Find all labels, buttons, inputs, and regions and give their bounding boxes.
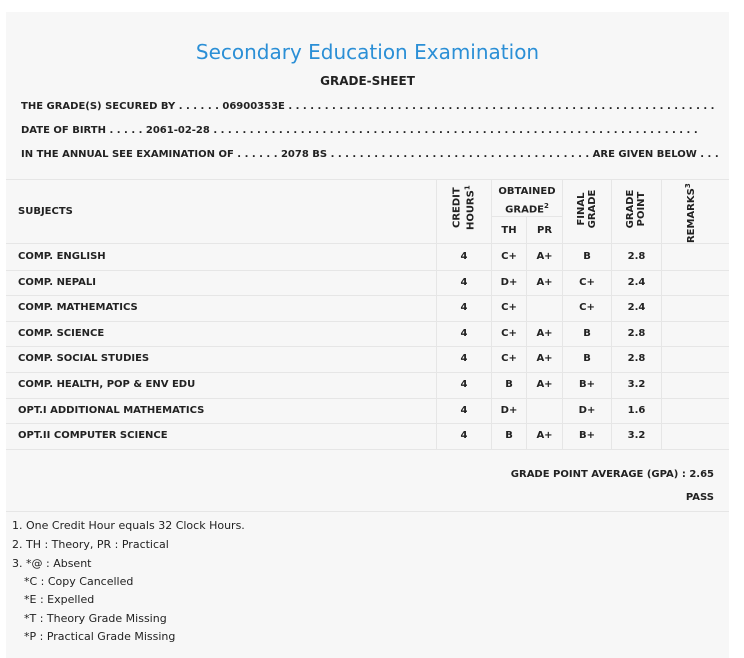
cell-subject: OPT.I ADDITIONAL MATHEMATICS (18, 404, 205, 416)
grade-sheet (6, 12, 729, 658)
table-row (6, 398, 729, 423)
cell-final: D+ (578, 404, 596, 416)
info-date-of-birth: DATE OF BIRTH . . . . . 2061-02-28 . . . . . . . . . . . . . . . . . . . . . . . . . . . . . . . . . . . . . . . . . . . . . . . . . . . . . . . . . . . . . . . . . . . (21, 125, 698, 136)
col-separator (436, 346, 437, 372)
notes-top-border (6, 511, 729, 512)
col-separator (436, 244, 437, 270)
cell-credit: 4 (460, 379, 468, 390)
note-copy-cancelled: *C : Copy Cancelled (24, 575, 134, 588)
col-separator (491, 295, 492, 321)
col-separator (526, 321, 527, 347)
col-separator (526, 372, 527, 398)
col-separator (491, 346, 492, 372)
col-separator (562, 270, 563, 296)
cell-subject: COMP. SOCIAL STUDIES (18, 353, 150, 365)
col-separator (661, 372, 662, 398)
col-separator (661, 398, 662, 424)
cell-final: B (583, 251, 591, 262)
cell-subject: OPT.II COMPUTER SCIENCE (18, 430, 168, 442)
col-separator (436, 321, 437, 347)
cell-th: C+ (501, 302, 517, 314)
col-separator (491, 244, 492, 270)
cell-th: D+ (500, 404, 518, 416)
col-separator (611, 270, 612, 296)
cell-gp: 3.2 (627, 379, 646, 390)
cell-th: C+ (501, 327, 517, 339)
col-separator (526, 423, 527, 449)
cell-pr: A+ (536, 379, 553, 390)
table-bottom-border (6, 449, 729, 450)
header-subjects: SUBJECTS (18, 206, 73, 217)
header-final-grade: FINAL GRADE (576, 189, 598, 229)
col-separator (562, 321, 563, 347)
col-separator (491, 270, 492, 296)
col-separator (526, 270, 527, 296)
header-pr: PR (536, 225, 553, 236)
row-divider (6, 321, 729, 322)
row-divider (6, 270, 729, 271)
col-separator (661, 423, 662, 449)
col-separator (661, 295, 662, 321)
col-separator (562, 295, 563, 321)
col-separator (611, 179, 612, 243)
cell-credit: 4 (460, 302, 468, 314)
col-separator (562, 423, 563, 449)
header-obtained-grade: OBTAINED GRADE$^2$ (498, 186, 556, 216)
col-separator (611, 295, 612, 321)
cell-th: B (505, 430, 513, 442)
cell-subject: COMP. MATHEMATICS (18, 302, 138, 314)
cell-gp: 3.2 (627, 430, 646, 442)
col-separator (562, 179, 563, 243)
cell-pr: A+ (536, 251, 553, 262)
note-theory-missing: *T : Theory Grade Missing (24, 612, 167, 625)
cell-credit: 4 (460, 251, 468, 262)
cell-credit: 4 (460, 276, 468, 288)
header-th: TH (501, 225, 517, 236)
col-separator (436, 179, 437, 243)
cell-pr: A+ (536, 327, 553, 339)
col-separator (562, 372, 563, 398)
cell-pr: A+ (536, 430, 553, 442)
cell-gp: 2.8 (627, 327, 646, 339)
col-separator (611, 244, 612, 270)
header-credit-hours: CREDIT HOURS$^1$ (451, 185, 477, 231)
cell-gp: 2.8 (627, 251, 646, 262)
col-separator (562, 346, 563, 372)
info-examination: IN THE ANNUAL SEE EXAMINATION OF . . . . . . 2078 BS . . . . . . . . . . . . . . . . . . . . . . . . . . . . . . . . . . . . ARE GIVEN BELOW . . . (21, 149, 719, 160)
cell-credit: 4 (460, 404, 468, 416)
table-row (6, 295, 729, 320)
header-grade-point: GRADE POINT (625, 189, 647, 229)
cell-credit: 4 (460, 430, 468, 442)
table-row (6, 244, 729, 269)
cell-final: B+ (578, 430, 595, 442)
col-separator (562, 398, 563, 424)
col-separator (661, 179, 662, 243)
page-subtitle: GRADE-SHEET (320, 74, 415, 88)
col-separator (661, 270, 662, 296)
note-expelled: *E : Expelled (24, 593, 95, 606)
col-separator (526, 346, 527, 372)
cell-th: C+ (501, 353, 517, 365)
cell-gp: 2.4 (627, 276, 646, 288)
col-separator (562, 244, 563, 270)
cell-pr (527, 295, 562, 320)
table-row (6, 372, 729, 397)
col-separator (611, 372, 612, 398)
table-row (6, 346, 729, 371)
cell-subject: COMP. NEPALI (18, 276, 97, 288)
gpa-summary: GRADE POINT AVERAGE (GPA) : 2.65 (510, 469, 714, 480)
page-title: Secondary Education Examination (195, 40, 540, 64)
cell-pr: A+ (536, 276, 553, 288)
header-remarks: REMARKS$^3$ (683, 183, 698, 244)
cell-final: C+ (579, 276, 595, 288)
note-th-pr: 2. TH : Theory, PR : Practical (12, 538, 169, 551)
table-row (6, 423, 729, 448)
col-separator (661, 346, 662, 372)
col-separator (526, 244, 527, 270)
col-separator (611, 321, 612, 347)
col-separator (436, 372, 437, 398)
cell-credit: 4 (460, 327, 468, 339)
obtained-grade-divider (492, 216, 562, 217)
cell-pr (527, 398, 562, 423)
cell-th: C+ (501, 251, 517, 262)
col-separator (661, 244, 662, 270)
cell-th: B (505, 379, 513, 390)
col-separator (611, 346, 612, 372)
row-divider (6, 346, 729, 347)
row-divider (6, 423, 729, 424)
row-divider (6, 398, 729, 399)
cell-gp: 2.8 (627, 353, 646, 365)
cell-th: D+ (500, 276, 518, 288)
col-separator (491, 321, 492, 347)
cell-final: C+ (579, 302, 595, 314)
note-absent: 3. *@ : Absent (12, 557, 92, 570)
note-practical-missing: *P : Practical Grade Missing (24, 630, 176, 643)
col-separator (436, 398, 437, 424)
cell-final: B (583, 327, 591, 339)
col-separator (436, 423, 437, 449)
table-row (6, 321, 729, 346)
cell-final: B (583, 353, 591, 365)
table-top-border (6, 179, 729, 180)
cell-subject: COMP. HEALTH, POP & ENV EDU (18, 379, 196, 390)
cell-pr: A+ (536, 353, 553, 365)
info-grades-secured: THE GRADE(S) SECURED BY . . . . . . 06900353E . . . . . . . . . . . . . . . . . . . . . . . . . . . . . . . . . . . . . . . . . . . . . . . . . . . . . . . . . . . (21, 101, 715, 112)
cell-subject: COMP. SCIENCE (18, 327, 105, 339)
cell-subject: COMP. ENGLISH (18, 251, 106, 262)
col-separator (611, 398, 612, 424)
col-separator (436, 270, 437, 296)
row-divider (6, 295, 729, 296)
cell-final: B+ (578, 379, 595, 390)
col-separator (436, 295, 437, 321)
col-separator (491, 423, 492, 449)
col-separator (491, 372, 492, 398)
table-row (6, 270, 729, 295)
row-divider (6, 372, 729, 373)
cell-gp: 1.6 (627, 404, 646, 416)
col-separator (611, 423, 612, 449)
col-separator (661, 321, 662, 347)
col-separator (526, 295, 527, 321)
cell-gp: 2.4 (627, 302, 646, 314)
cell-credit: 4 (460, 353, 468, 365)
note-credit-hour: 1. One Credit Hour equals 32 Clock Hours. (12, 519, 245, 532)
col-separator (526, 398, 527, 424)
result-status: PASS (685, 492, 714, 503)
col-separator (491, 398, 492, 424)
